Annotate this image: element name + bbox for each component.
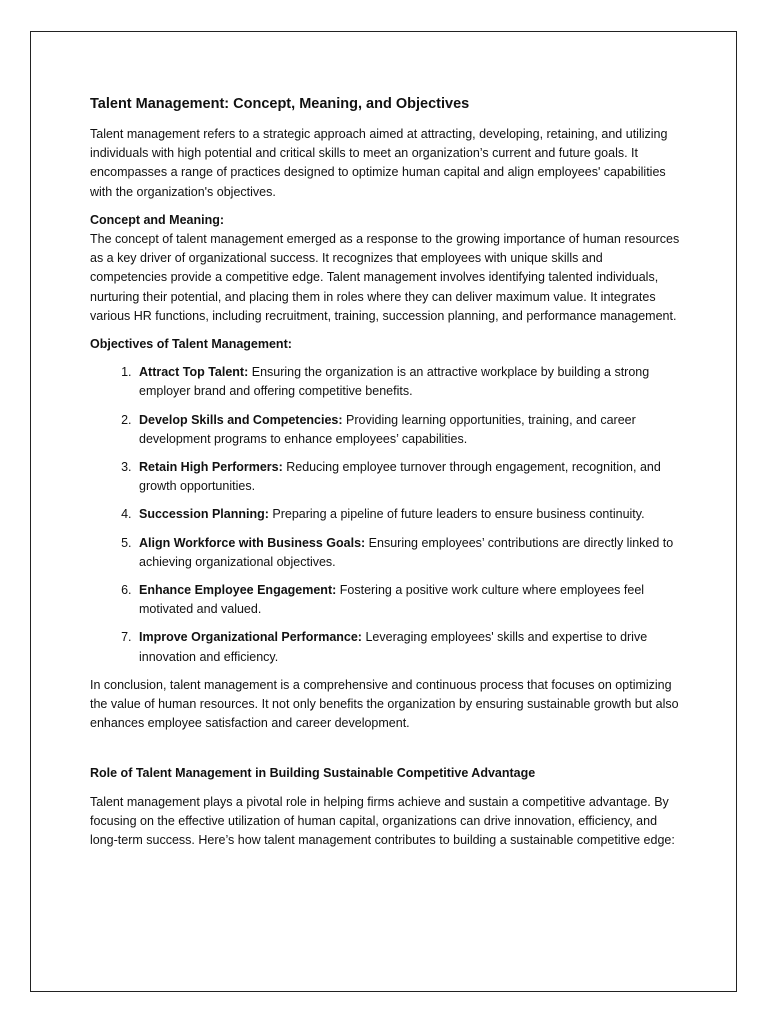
concept-section	[90, 211, 680, 326]
list-item	[135, 505, 680, 524]
list-item-term: Improve Organizational Performance:	[139, 630, 362, 645]
list-item-text: Providing learning opportunities, training, and career development programs to enhance employees’ capabilities.	[139, 412, 636, 446]
section2-paragraph: Talent management plays a pivotal role in helping firms achieve and sustain a competitive advantage. By focusing on the effective utilization of human capital, organizations can drive innovation, efficiency, and long-term success. Here’s how talent management contributes to building a sustainable competitive edge:	[90, 794, 675, 848]
list-item-term: Attract Top Talent:	[139, 365, 249, 380]
document-content	[90, 94, 680, 859]
list-item-term: Develop Skills and Competencies:	[139, 412, 343, 427]
list-item	[135, 534, 680, 572]
list-item-term: Align Workforce with Business Goals:	[139, 535, 366, 550]
list-item	[135, 628, 680, 666]
list-item-term: Retain High Performers:	[139, 460, 283, 475]
list-item-text: Ensuring employees’ contributions are directly linked to achieving organizational objectives.	[139, 535, 674, 569]
list-item	[135, 363, 680, 401]
list-item-text: Reducing employee turnover through engagement, recognition, and growth opportunities.	[139, 460, 661, 494]
objectives-heading	[90, 335, 680, 354]
list-item-term: Succession Planning:	[139, 507, 269, 522]
list-item-text: Ensuring the organization is an attractive workplace by building a strong employer brand and offering competitive benefits.	[139, 365, 650, 399]
section2-heading: Role of Talent Management in Building Sustainable Competitive Advantage	[90, 766, 536, 781]
document-title: Talent Management: Concept, Meaning, and Objectives	[90, 96, 470, 112]
list-item-text: Preparing a pipeline of future leaders to ensure business continuity.	[268, 507, 645, 522]
list-item-term: Enhance Employee Engagement:	[139, 583, 337, 598]
list-item	[135, 411, 680, 449]
objectives-list	[90, 363, 680, 667]
conclusion-paragraph: In conclusion, talent management is a comprehensive and continuous process that focuses on optimizing the value of human resources. It not only benefits the organization by ensuring sustainable growth but also enhances employee satisfaction and career development.	[90, 677, 679, 731]
concept-paragraph: The concept of talent management emerged as a response to the growing importance of human resources as a key driver of organizational success. It recognizes that employees with unique skills and competencies provide a competitive edge. Talent management involves identifying talented individuals, nurturing their potential, and placing them in roles where they can deliver maximum value. It integrates various HR functions, including recruitment, training, succession planning, and performance management.	[90, 232, 680, 323]
list-item-text: Leveraging employees' skills and expertise to drive innovation and efficiency.	[139, 630, 648, 664]
intro-paragraph: Talent management refers to a strategic approach aimed at attracting, developing, retaining, and utilizing individuals with high potential and critical skills to meet an organization’s current and future goals. It encompasses a range of practices designed to optimize human capital and align employees' capabilities with the organization's objectives.	[90, 127, 668, 199]
list-item-text: Fostering a positive work culture where employees feel motivated and valued.	[139, 583, 645, 617]
list-item	[135, 458, 680, 496]
objectives-heading-text: Objectives of Talent Management:	[90, 337, 292, 352]
list-item	[135, 581, 680, 619]
document-page	[30, 31, 737, 992]
concept-heading: Concept and Meaning:	[90, 212, 225, 227]
